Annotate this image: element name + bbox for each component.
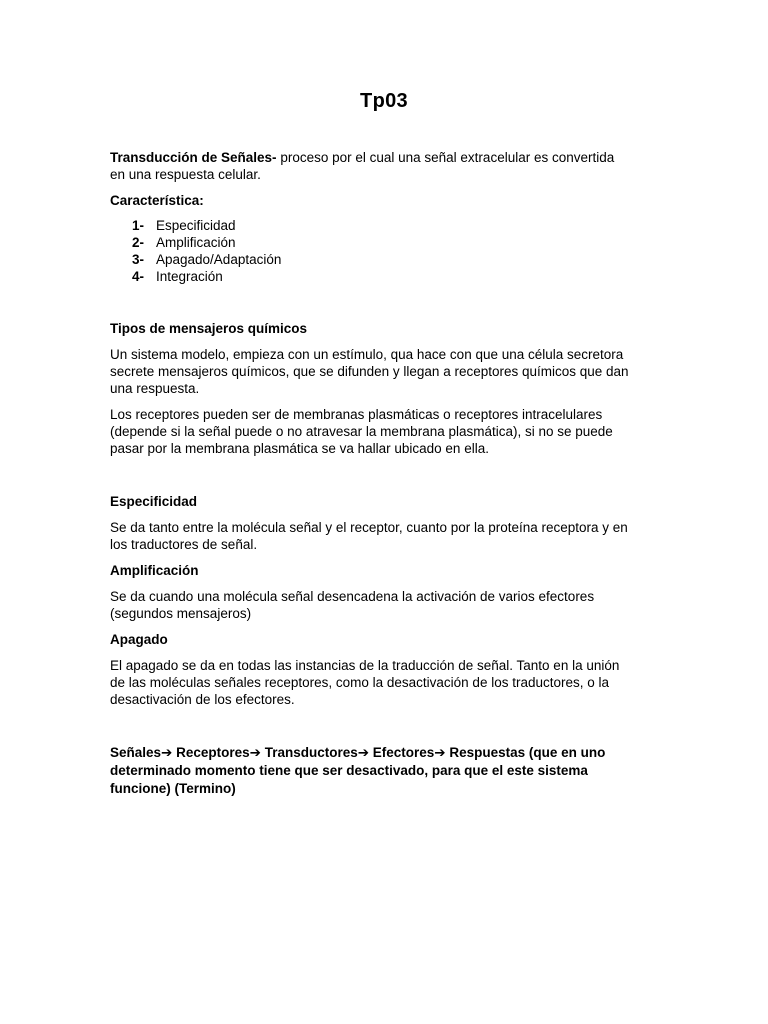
intro-definition-line1: proceso por el cual una señal extracelular es convertida: [276, 150, 615, 165]
specificity-heading: Especificidad: [110, 494, 198, 509]
paragraph-line: los traductores de señal.: [110, 537, 258, 552]
intro-definition-line2: en una respuesta celular.: [110, 167, 261, 182]
paragraph-line: Se da tanto entre la molécula señal y el receptor, cuanto por la proteína receptora y en: [110, 520, 628, 535]
paragraph-line: una respuesta.: [110, 381, 200, 396]
paragraph-line: (segundos mensajeros): [110, 606, 252, 621]
paragraph-line: desactivación de los efectores.: [110, 692, 295, 707]
characteristics-list: [110, 217, 658, 285]
paragraph-line: secrete mensajeros químicos, que se difunden y llegan a receptores químicos que dan: [110, 364, 629, 379]
summary-paragraph: [110, 744, 658, 798]
specificity-paragraph: [110, 519, 658, 553]
list-item-number: 2-: [132, 235, 145, 250]
characteristics-heading: Característica:: [110, 193, 204, 208]
summary-line: Señales➔ Receptores➔ Transductores➔ Efectores➔ Respuestas (que en uno: [110, 745, 606, 760]
summary-line: determinado momento tiene que ser desactivado, para que el este sistema: [110, 763, 588, 778]
list-item-number: 3-: [132, 252, 145, 267]
list-item-number: 4-: [132, 269, 145, 284]
intro-paragraph: [110, 149, 658, 183]
document-title: Tp03: [360, 90, 408, 112]
list-item: [110, 234, 658, 251]
summary-line: funcione) (Termino): [110, 781, 236, 796]
list-item: [110, 217, 658, 234]
list-item-label: Integración: [156, 269, 223, 284]
list-item-number: 1-: [132, 218, 145, 233]
paragraph-line: Se da cuando una molécula señal desencadena la activación de varios efectores: [110, 589, 595, 604]
messengers-paragraph-2: [110, 406, 658, 457]
intro-term: Transducción de Señales-: [110, 150, 277, 165]
list-item-label: Amplificación: [156, 235, 236, 250]
amplification-heading: Amplificación: [110, 563, 199, 578]
paragraph-line: Los receptores pueden ser de membranas plasmáticas o receptores intracelulares: [110, 407, 603, 422]
paragraph-line: de las moléculas señales receptores, como la desactivación de los traductores, o la: [110, 675, 610, 690]
paragraph-line: pasar por la membrana plasmática se va hallar ubicado en ella.: [110, 441, 489, 456]
paragraph-line: Un sistema modelo, empieza con un estímulo, qua hace con que una célula secretora: [110, 347, 624, 362]
shutdown-heading: Apagado: [110, 632, 168, 647]
document-page: [110, 0, 658, 798]
paragraph-line: (depende si la señal puede o no atravesar la membrana plasmática), si no se puede: [110, 424, 613, 439]
list-item-label: Apagado/Adaptación: [156, 252, 282, 267]
amplification-paragraph: [110, 588, 658, 622]
list-item: [110, 268, 658, 285]
list-item-label: Especificidad: [156, 218, 236, 233]
messengers-heading: Tipos de mensajeros químicos: [110, 321, 308, 336]
shutdown-paragraph: [110, 657, 658, 708]
list-item: [110, 251, 658, 268]
messengers-paragraph-1: [110, 346, 658, 397]
paragraph-line: El apagado se da en todas las instancias de la traducción de señal. Tanto en la unión: [110, 658, 620, 673]
